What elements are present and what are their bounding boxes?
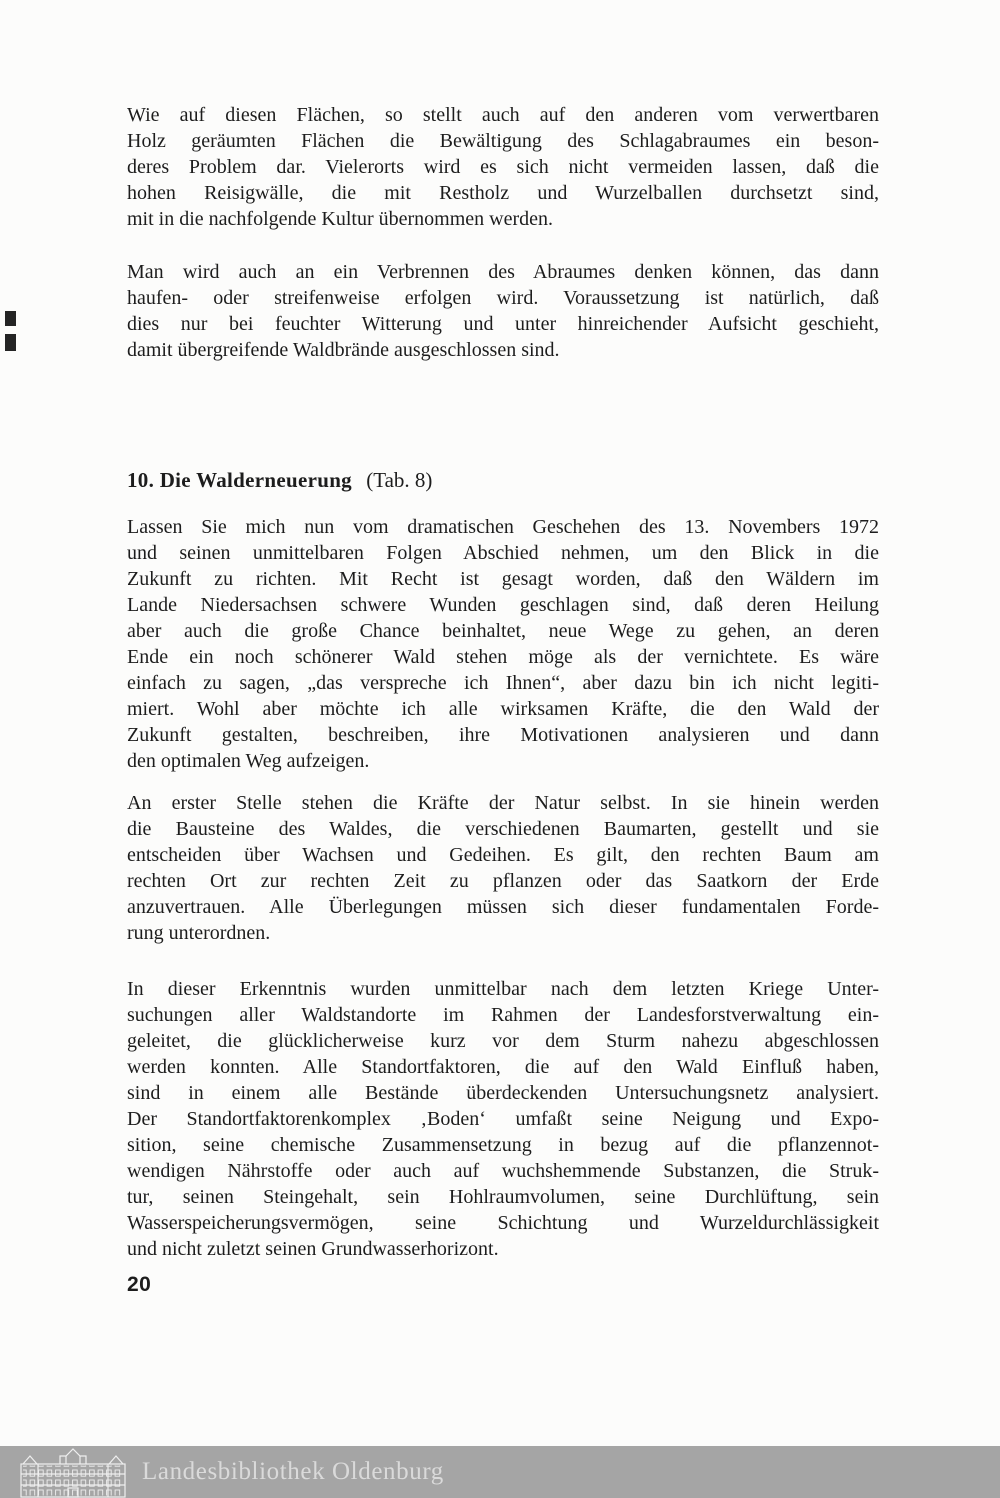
text-line: Wie auf diesen Flächen, so stellt auch auf den anderen vom verwertbaren: [127, 104, 879, 126]
section-heading-title: 10. Die Walderneuerung: [127, 468, 352, 492]
text-line: Zukunft gestalten, beschreiben, ihre Motivationen analysieren und dann: [127, 724, 879, 746]
text-line: Ende ein noch schönerer Wald stehen möge als der vernichtete. Es wäre: [127, 646, 879, 668]
text-line: rechten Ort zur rechten Zeit zu pflanzen oder das Saatkorn der Erde: [127, 870, 879, 892]
text-line: Zukunft zu richten. Mit Recht ist gesagt worden, daß den Wäldern im: [127, 568, 879, 590]
text-line: An erster Stelle stehen die Kräfte der Natur selbst. In sie hinein werden: [127, 792, 879, 814]
text-line: Man wird auch an ein Verbrennen des Abraumes denken können, das dann: [127, 261, 879, 283]
text-line: anzuvertrauen. Alle Überlegungen müssen sich dieser fundamentalen Forde-: [127, 896, 879, 918]
text-line: In dieser Erkenntnis wurden unmittelbar nach dem letzten Kriege Unter-: [127, 978, 879, 1000]
text-line: werden konnten. Alle Standortfaktoren, die auf den Wald Einfluß haben,: [127, 1056, 879, 1078]
paragraph: [127, 259, 879, 363]
paragraph: [127, 514, 879, 774]
library-footer-bar: [0, 1446, 1000, 1498]
text-line: Wasserspeicherungsvermögen, seine Schichtung und Wurzeldurchlässigkeit: [127, 1212, 879, 1234]
text-line: suchungen aller Waldstandorte im Rahmen der Landesforstverwaltung ein-: [127, 1004, 879, 1026]
paragraph: [127, 102, 879, 232]
section-heading-table-ref: (Tab. 8): [366, 468, 433, 492]
paragraph: [127, 790, 879, 946]
text-line: sind in einem alle Bestände überdeckenden Untersuchungsnetz analysiert.: [127, 1082, 879, 1104]
text-line: sition, seine chemische Zusammensetzung in bezug auf die pflanzennot-: [127, 1134, 879, 1156]
text-column: [127, 0, 879, 1298]
text-line: Lassen Sie mich nun vom dramatischen Geschehen des 13. Novembers 1972: [127, 516, 879, 538]
text-line: deres Problem dar. Vielerorts wird es sich nicht vermeiden lassen, daß die: [127, 156, 879, 178]
text-line: entscheiden über Wachsen und Gedeihen. Es gilt, den rechten Baum am: [127, 844, 879, 866]
text-line: tur, seinen Steingehalt, sein Hohlraumvolumen, seine Durchlüftung, sein: [127, 1186, 879, 1208]
text-line: mit in die nachfolgende Kultur übernommen werden.: [127, 208, 553, 230]
text-line: den optimalen Weg aufzeigen.: [127, 750, 370, 772]
text-line: Der Standortfaktorenkomplex ‚Boden‘ umfaßt seine Neigung und Expo-: [127, 1108, 879, 1130]
text-line: einfach zu sagen, „das verspreche ich Ihnen“, aber dazu bin ich nicht legiti-: [127, 672, 879, 694]
text-line: dies nur bei feuchter Witterung und unter hinreichender Aufsicht geschieht,: [127, 313, 879, 335]
paragraph: [127, 976, 879, 1262]
text-line: wendigen Nährstoffe oder auch auf wuchshemmende Substanzen, die Struk-: [127, 1160, 879, 1182]
text-line: geleitet, die glücklicherweise kurz vor dem Sturm nahezu abgeschlossen: [127, 1030, 879, 1052]
text-line: die Bausteine des Waldes, die verschiedenen Baumarten, gestellt und sie: [127, 818, 879, 840]
scan-artifact-mark: [5, 334, 16, 351]
library-name-label: Landesbibliothek Oldenburg: [142, 1458, 444, 1485]
text-line: haufen- oder streifenweise erfolgen wird. Voraussetzung ist natürlich, daß: [127, 287, 879, 309]
text-line: rung unterordnen.: [127, 922, 271, 944]
text-line: und seinen unmittelbaren Folgen Abschied nehmen, um den Blick in die: [127, 542, 879, 564]
text-line: und nicht zuletzt seinen Grundwasserhorizont.: [127, 1238, 499, 1260]
text-line: Lande Niedersachsen schwere Wunden geschlagen sind, daß deren Heilung: [127, 594, 879, 616]
text-line: aber auch die große Chance beinhaltet, neue Wege zu gehen, an deren: [127, 620, 879, 642]
page-number: 20: [127, 1273, 152, 1296]
text-line: hohen Reisigwälle, die mit Restholz und Wurzelballen durchsetzt sind,: [127, 182, 879, 204]
text-line: miert. Wohl aber möchte ich alle wirksamen Kräfte, die den Wald der: [127, 698, 879, 720]
library-building-logo-icon: [20, 1448, 126, 1498]
text-line: Holz geräumten Flächen die Bewältigung des Schlagabraumes ein beson-: [127, 130, 879, 152]
section-heading: [127, 466, 879, 494]
scan-artifact-mark: [5, 311, 16, 326]
text-line: damit übergreifende Waldbrände ausgeschlossen sind.: [127, 339, 560, 361]
